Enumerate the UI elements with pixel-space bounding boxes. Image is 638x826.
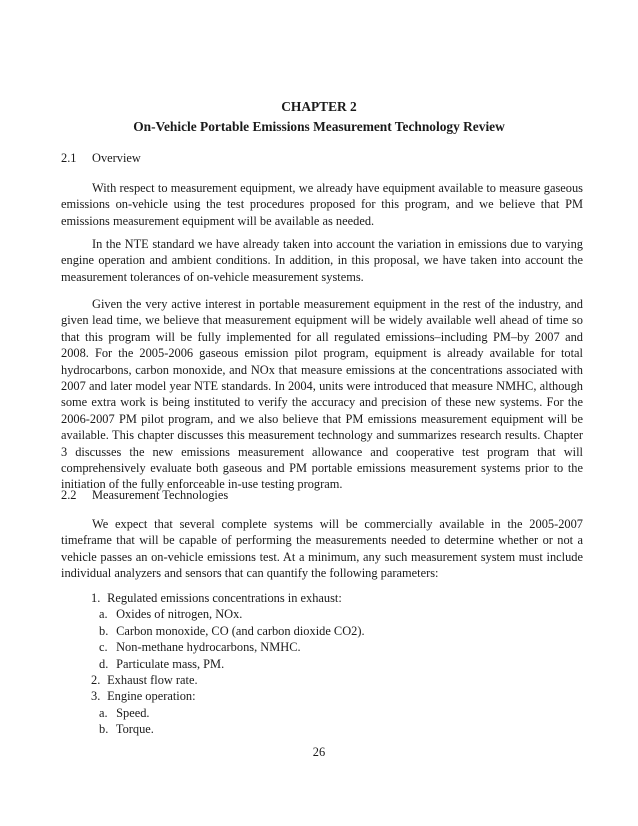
section-number: 2.2 <box>61 488 77 502</box>
paragraph: Given the very active interest in portable measurement equipment in the rest of the industry, and given lead time, we believe that measurement equipment will be widely available well ahead of time so that this program will be fully implemented for all regulated emissions–including PM–by 2007 and 2008. For the 2005-2006 gaseous emission pilot program, equipment is already available for total hydrocarbons, carbon monoxide, and NOx that measure emissions at the concentrations associated with 2007 and later model year NTE standards. In 2004, units were introduced that measure NMHC, although some extra work is being instituted to verify the accuracy and precision of these new systems. For the 2006-2007 PM pilot program, and we also believe that PM emissions measurement equipment will be available. This chapter discusses this measurement technology and summarizes research results. Chapter 3 discusses the new emissions measurement allowance and cooperative test program that will comprehensively evaluate both gaseous and PM portable emissions measurement systems prior to the initiation of the fully enforceable in-use testing program. <box>61 297 583 492</box>
chapter-label: CHAPTER 2 <box>281 99 357 114</box>
list-item: 2. Exhaust flow rate. <box>91 673 198 688</box>
section-heading <box>61 487 228 503</box>
section-number: 2.1 <box>61 151 77 165</box>
list-item: d. Particulate mass, PM. <box>99 656 225 671</box>
list-item: c. Non-methane hydrocarbons, NMHC. <box>99 640 301 655</box>
paragraph: We expect that several complete systems will be commercially available in the 2005-2007 timeframe that will be capable of performing the measurements needed to determine whether or not a vehicle passes an on-vehicle emissions test. At a minimum, any such measurement system must include individual analyzers and sensors that can quantify the following parameters: <box>61 517 583 581</box>
list-item: b. Torque. <box>99 722 154 737</box>
list-item: 3. Engine operation: <box>91 689 196 704</box>
parameter-list <box>79 590 365 738</box>
paragraph: In the NTE standard we have already taken into account the variation in emissions due to varying engine operation and ambient conditions. In addition, in this proposal, we have taken into account the measurement tolerances of on-vehicle measurement systems. <box>61 237 583 284</box>
paragraph: With respect to measurement equipment, we already have equipment available to measure gaseous emissions on-vehicle using the test procedures proposed for this program, and we believe that PM emissions measurement equipment will be available as needed. <box>61 181 583 228</box>
page-number: 26 <box>312 745 326 759</box>
list-item: a. Speed. <box>99 705 150 720</box>
section-heading <box>61 150 141 166</box>
section-title: Measurement Technologies <box>92 488 229 502</box>
list-item: a. Oxides of nitrogen, NOx. <box>99 607 243 622</box>
chapter-title: On-Vehicle Portable Emissions Measurement Technology Review <box>133 119 505 134</box>
section-title: Overview <box>92 151 141 165</box>
list-item: b. Carbon monoxide, CO (and carbon dioxide CO2). <box>99 623 365 638</box>
list-item: 1. Regulated emissions concentrations in exhaust: <box>91 591 342 605</box>
